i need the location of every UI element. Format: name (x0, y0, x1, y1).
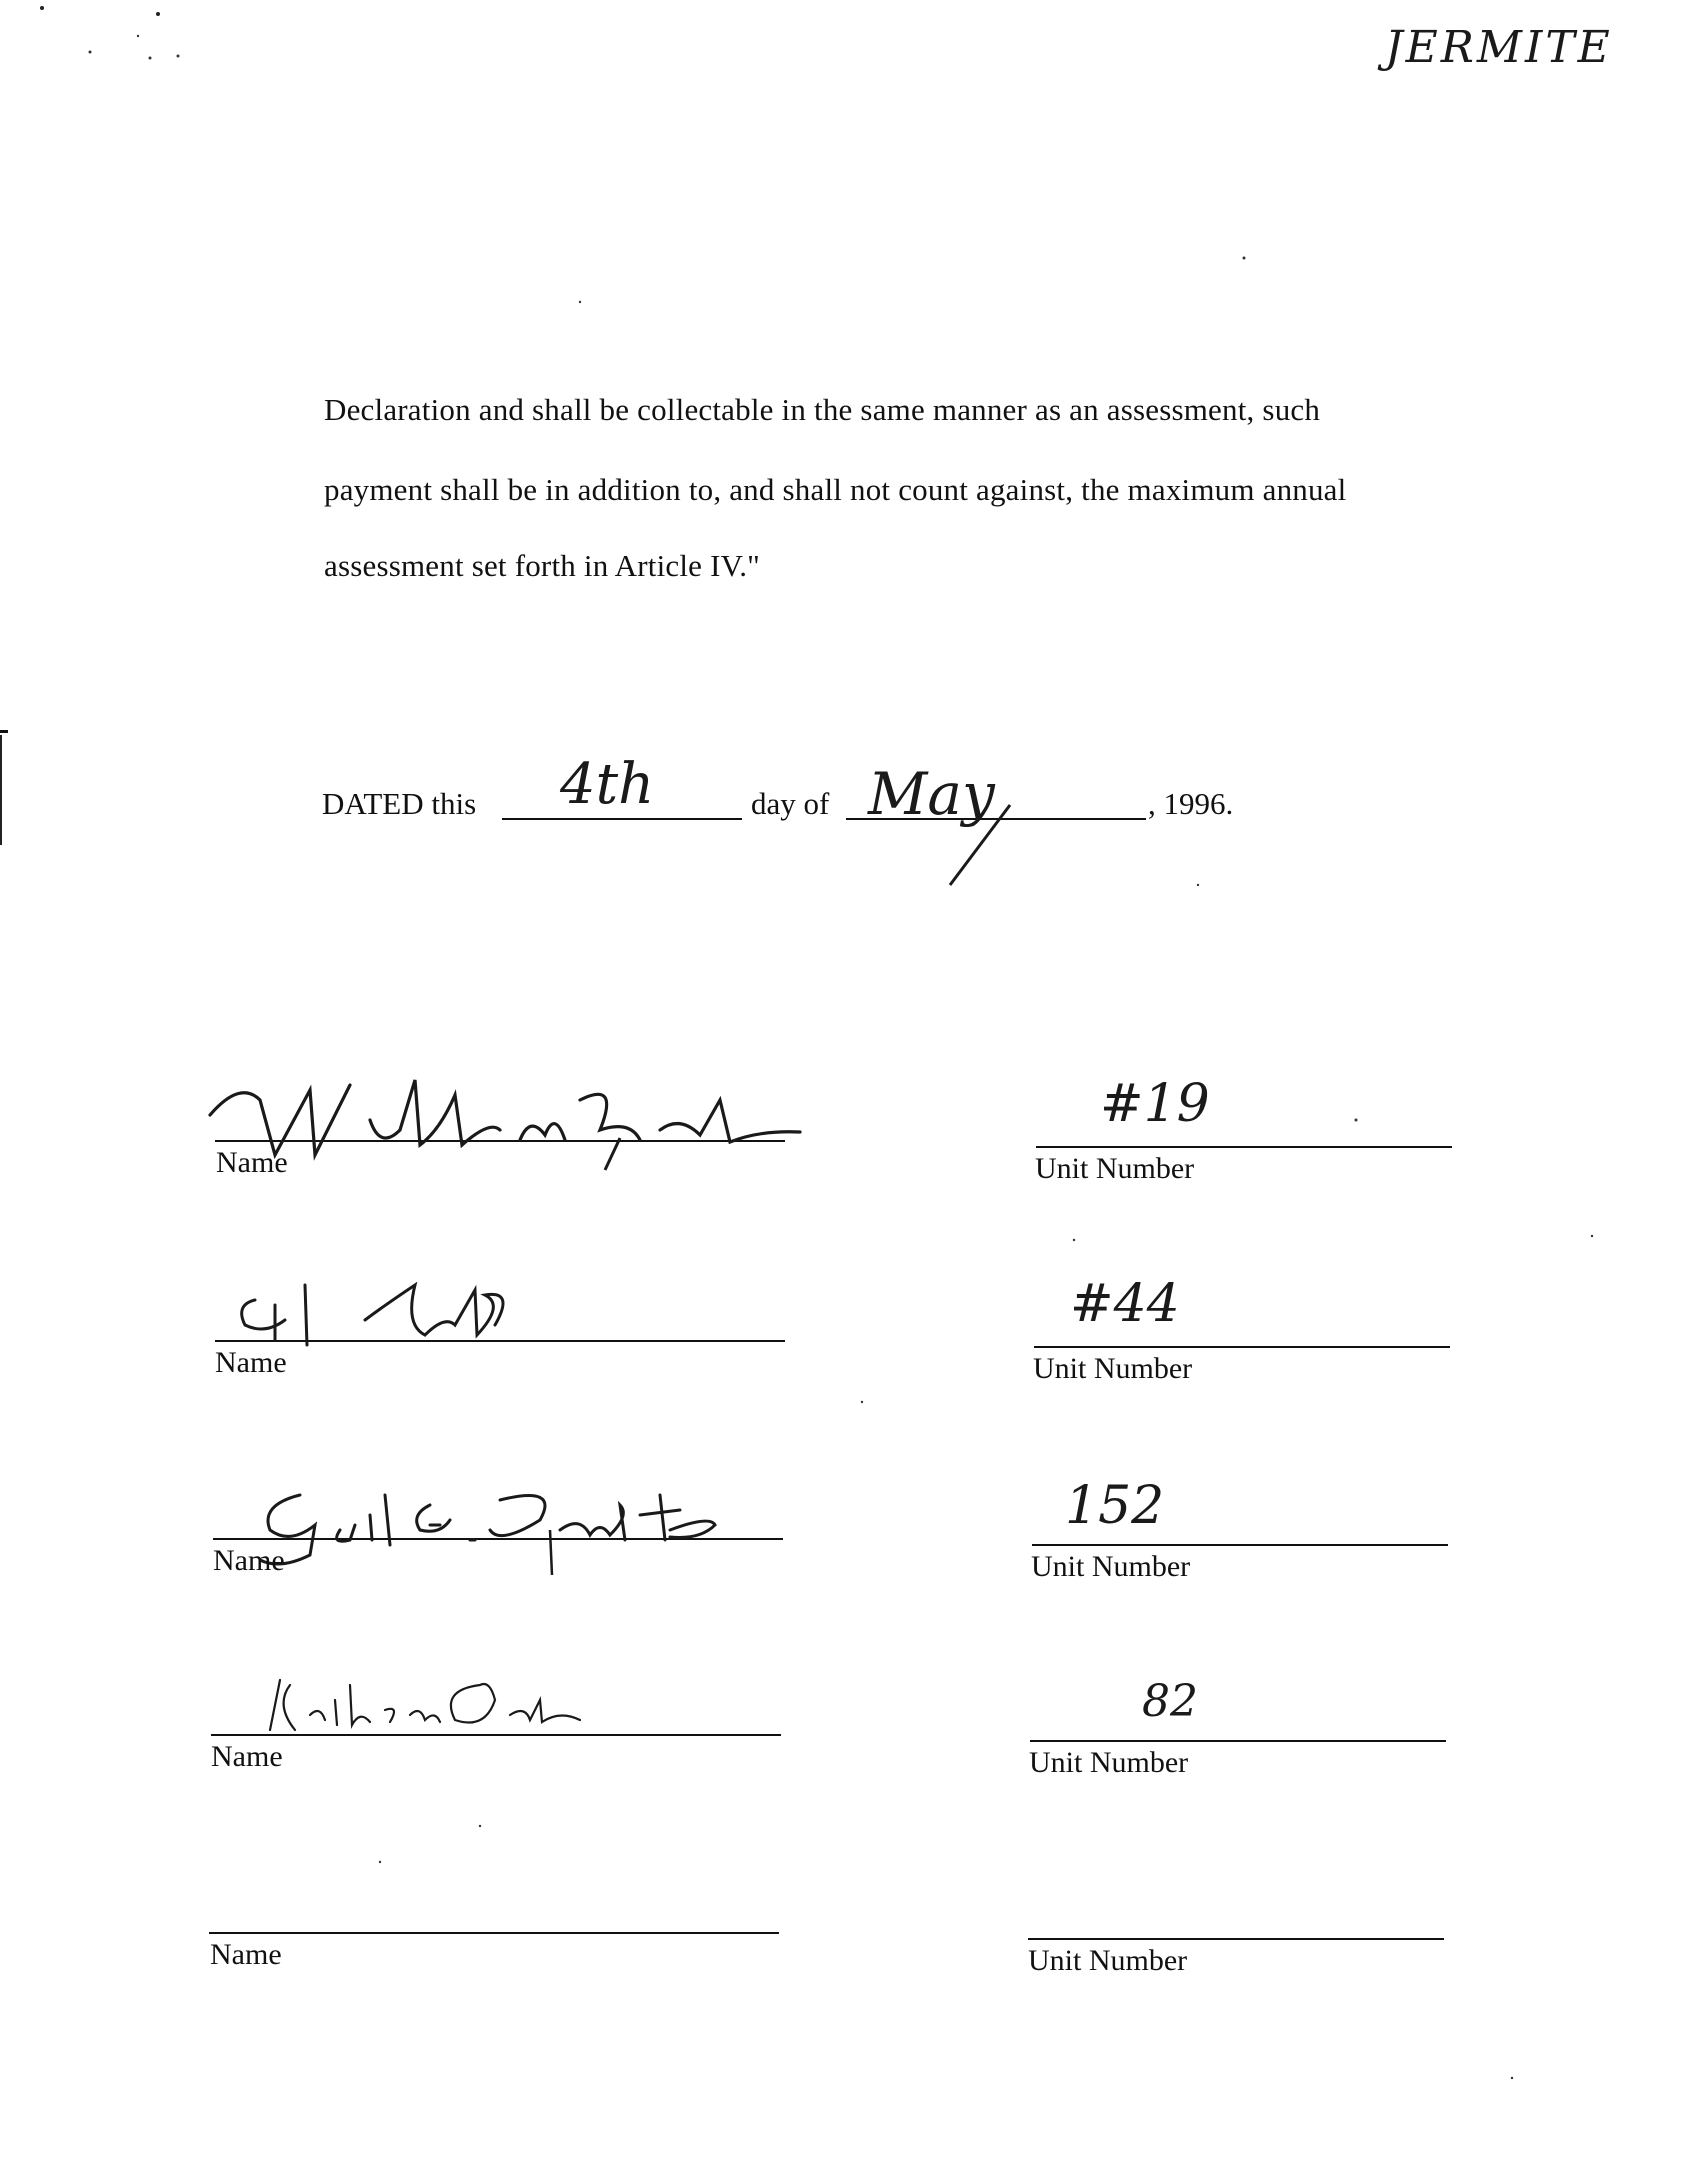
unit-value: 82 (1142, 1676, 1198, 1727)
name-label: Name (210, 1938, 282, 1971)
unit-label: Unit Number (1028, 1944, 1188, 1977)
name-label: Name (211, 1740, 283, 1773)
dated-suffix: , 1996. (1148, 786, 1234, 821)
unit-label: Unit Number (1035, 1152, 1195, 1185)
unit-value: #19 (1100, 1074, 1210, 1134)
body-line-1: Declaration and shall be collectable in the same manner as an assessment, such (324, 392, 1321, 427)
body-line-3: assessment set forth in Article IV." (324, 548, 760, 583)
unit-label: Unit Number (1029, 1746, 1189, 1779)
unit-value: 152 (1065, 1476, 1165, 1536)
dated-middle: day of (751, 786, 830, 821)
body-line-2: payment shall be in addition to, and shall not count against, the maximum annual (324, 472, 1347, 507)
handwritten-corner-note: JERMITE (1385, 22, 1613, 73)
name-label: Name (213, 1544, 285, 1577)
name-label: Name (215, 1346, 287, 1379)
unit-label: Unit Number (1033, 1352, 1193, 1385)
unit-label: Unit Number (1031, 1550, 1191, 1583)
handwritten-day: 4th (560, 752, 655, 817)
unit-value: #44 (1070, 1274, 1180, 1334)
dated-prefix: DATED this (322, 786, 477, 821)
handwritten-month: May (868, 760, 995, 828)
name-label: Name (216, 1146, 288, 1179)
